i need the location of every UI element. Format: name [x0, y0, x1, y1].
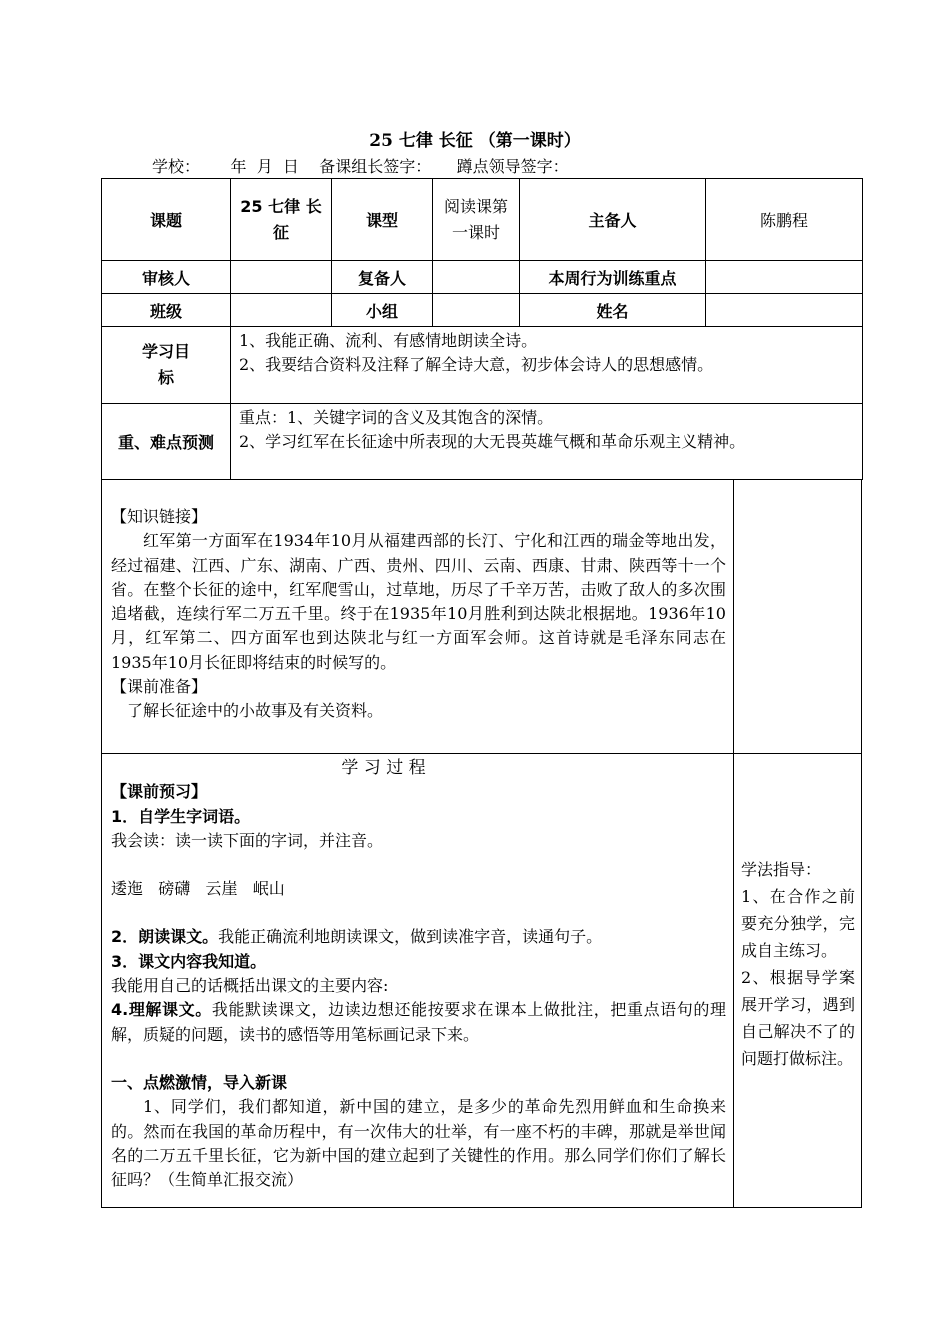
prep-heading: 【课前准备】 — [111, 677, 208, 697]
item3-title: 3．课文内容我知道。 — [111, 951, 267, 971]
section1-title: 一、点燃激情，导入新课 — [111, 1072, 288, 1092]
item2 — [111, 925, 726, 949]
goal-item: 1、我能正确、流利、有感情地朗读全诗。 — [239, 331, 538, 350]
key-points — [231, 404, 863, 480]
learning-goals-label: 学习目标 — [102, 327, 231, 404]
item4 — [111, 998, 726, 1047]
method-guide-cell — [733, 753, 862, 1208]
preparer-value: 陈鹏程 — [706, 179, 863, 261]
guide-point-2: 2、根据导学案展开学习，遇到自己解决不了的问题打做标注。 — [741, 968, 855, 1068]
class-value[interactable] — [231, 294, 332, 327]
spacer — [111, 853, 726, 877]
copreparer-label: 复备人 — [332, 261, 433, 294]
copreparer-value[interactable] — [433, 261, 520, 294]
item2-text: 我能正确流利地朗读课文，做到读准字音，读通句子。 — [218, 927, 603, 947]
item4-text: 我能默读课文，边读边想还能按要求在课本上做批注，把重点语句的理解，质疑的问题，读书的感悟等用笔标画记录下来。 — [111, 1000, 726, 1044]
knowledge-section — [101, 479, 734, 754]
item1-title: 1．自学生字词语。 — [111, 806, 251, 826]
class-label: 班级 — [102, 294, 231, 327]
guide-title: 学法指导： — [741, 860, 822, 879]
reviewer-label: 审核人 — [102, 261, 231, 294]
word-list: 逶迤 磅礴 云崖 岷山 — [111, 879, 285, 899]
topic-label: 课题 — [102, 179, 231, 261]
group-value[interactable] — [433, 294, 520, 327]
knowledge-body: 红军第一方面军在1934年10月从福建西部的长汀、宁化和江西的瑞金等地出发，经过福建、江西、广东、湖南、广西、贵州、四川、云南、西康、甘肃、陕西等十一个省。在整个长征的途中，红军爬雪山，过草地，历尽了千辛万苦，击败了敌人的多次围追堵截，连续行军二万五千里。终于在1935年10月胜利到达陕北根据地。1936年10月，红军第二、四方面军也到达陕北与红一方面军会师。这首诗就是毛泽东同志在1935年10月长征即将结束的时候写的。 — [111, 531, 726, 672]
section1-text: 1、同学们，我们都知道，新中国的建立，是多少的革命先烈用鲜血和生命换来的。然而在我国的革命历程中，有一次伟大的壮举，有一座不朽的丰碑，那就是举世闻名的二万五千里长征，它为新中国的建立起到了关键性的作用。那么同学们你们了解长征吗？（生简单汇报交流） — [111, 1097, 726, 1190]
item4-title: 4.理解课文。 — [111, 1000, 212, 1020]
knowledge-heading: 【知识链接】 — [111, 507, 208, 526]
page-title: 25 七律 长征 （第一课时） — [369, 131, 581, 151]
item3-text: 我能用自己的话概括出课文的主要内容: — [111, 976, 389, 996]
learning-goals — [231, 327, 863, 404]
key-point-item: 重点：1、关键字词的含义及其饱含的深情。 — [239, 408, 554, 427]
spacer — [111, 1047, 726, 1071]
name-value[interactable] — [706, 294, 863, 327]
item2-title: 2．朗读课文。 — [111, 927, 219, 947]
weekly-focus-value[interactable] — [706, 261, 863, 294]
process-section — [101, 753, 734, 1208]
spacer — [111, 901, 726, 925]
key-point-item: 2、学习红军在长征途中所表现的大无畏英雄气概和革命乐观主义精神。 — [239, 432, 746, 451]
item1-text: 我会读：读一读下面的字词，并注音。 — [111, 830, 384, 850]
weekly-focus-label: 本周行为训练重点 — [520, 261, 706, 294]
guide-point-1: 1、在合作之前要充分独学，完成自主练习。 — [741, 887, 855, 960]
group-label: 小组 — [332, 294, 433, 327]
process-heading: 学 习 过 程 — [341, 758, 426, 778]
goal-item: 2、我要结合资料及注释了解全诗大意，初步体会诗人的思想感情。 — [239, 355, 714, 374]
lesson-type-label: 课型 — [332, 179, 433, 261]
name-label: 姓名 — [520, 294, 706, 327]
prep-body: 了解长征途中的小故事及有关资料。 — [127, 701, 384, 721]
preview-heading: 【课前预习】 — [111, 782, 208, 802]
knowledge-side-cell — [733, 479, 862, 754]
key-points-label: 重、难点预测 — [102, 404, 231, 480]
lesson-type-value: 阅读课第一课时 — [433, 179, 520, 261]
info-table — [101, 178, 863, 480]
signature-line: 学校： 年 月 日 备课组长签字： 蹲点领导签字： — [152, 157, 569, 176]
topic-value: 25 七律 长征 — [231, 179, 332, 261]
preparer-label: 主备人 — [520, 179, 706, 261]
reviewer-value[interactable] — [231, 261, 332, 294]
